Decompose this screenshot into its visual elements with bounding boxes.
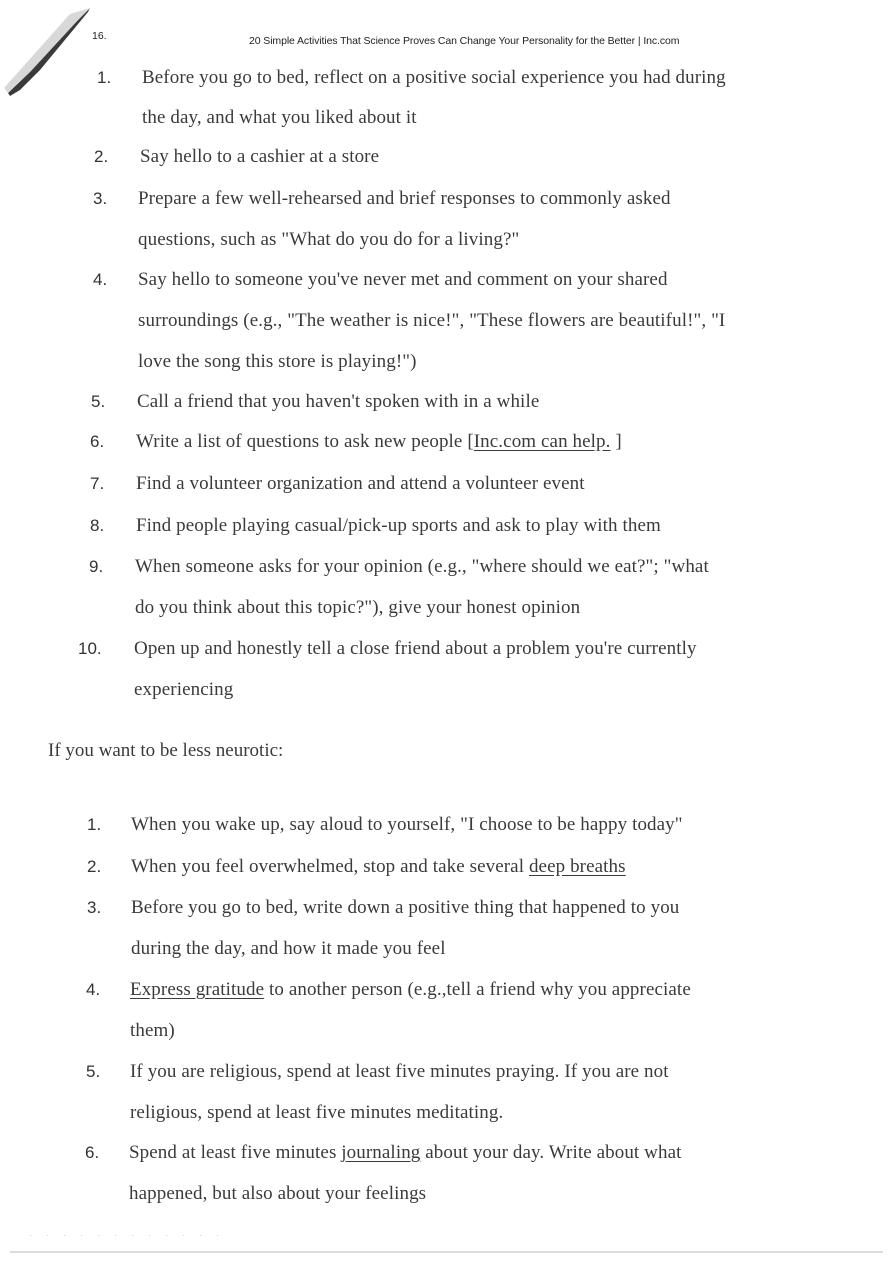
- deep-breaths-link[interactable]: deep breaths: [528, 856, 626, 877]
- list-item: [87, 804, 683, 845]
- item-number: 5.: [86, 1062, 101, 1081]
- section-heading: If you want to be less neurotic:: [48, 740, 284, 761]
- item-text: [131, 846, 626, 887]
- list-item: [89, 546, 709, 628]
- item-number: 8.: [90, 516, 105, 535]
- item-text: Before you go to bed, write down a positive thing that happened to you: [131, 897, 680, 918]
- item-number: 6.: [85, 1143, 100, 1162]
- item-text: Prepare a few well-rehearsed and brief responses to commonly asked: [138, 188, 671, 209]
- list-item: [87, 887, 680, 969]
- item-text: [136, 421, 622, 462]
- item-text: experiencing: [134, 679, 234, 700]
- item-text: Before you go to bed, reflect on a positive social experience you had during: [142, 67, 726, 88]
- item-text: When you wake up, say aloud to yourself, "I choose to be happy today": [131, 814, 683, 835]
- item-text-part: to another person (e.g.,tell a friend why you appreciate: [264, 979, 691, 1000]
- item-text: questions, such as "What do you do for a living?": [138, 229, 520, 250]
- item-text-part: about your day. Write about what: [420, 1142, 682, 1163]
- item-number: 4.: [93, 270, 108, 289]
- list-item: [86, 1051, 669, 1133]
- scan-specks: . . . . . . . . . . . .: [30, 1232, 226, 1238]
- item-text: Call a friend that you haven't spoken with in a while: [137, 391, 540, 412]
- item-text-part: When you feel overwhelmed, stop and take several: [131, 856, 529, 877]
- list-item: [90, 505, 661, 546]
- item-number: 3.: [93, 189, 108, 208]
- item-text: them): [130, 1020, 175, 1041]
- page-number: 16.: [92, 30, 107, 42]
- item-text-part: Spend at least five minutes: [129, 1142, 342, 1163]
- item-text: happened, but also about your feelings: [129, 1183, 427, 1204]
- page-bottom-edge: [10, 1251, 883, 1253]
- item-text-part: ]: [610, 431, 622, 452]
- list-item: [86, 969, 691, 1051]
- journaling-link[interactable]: journaling: [341, 1142, 421, 1163]
- item-number: 2.: [87, 857, 102, 876]
- list-item: [94, 136, 380, 177]
- item-number: 2.: [94, 147, 109, 166]
- list-item: [90, 421, 622, 462]
- list-item: [91, 381, 540, 422]
- page-corner-fold: [0, 0, 90, 100]
- item-text: during the day, and how it made you feel: [131, 938, 446, 959]
- list-item: [87, 846, 626, 887]
- item-text: love the song this store is playing!"): [138, 351, 417, 372]
- item-number: 1.: [97, 68, 112, 87]
- item-text: Find a volunteer organization and attend a volunteer event: [136, 473, 585, 494]
- item-text: When someone asks for your opinion (e.g., "where should we eat?"; "what: [135, 556, 709, 577]
- item-number: 7.: [90, 474, 105, 493]
- item-text: surroundings (e.g., "The weather is nice!", "These flowers are beautiful!", "I: [138, 310, 726, 331]
- inc-com-can-help-link[interactable]: Inc.com can help.: [473, 431, 611, 452]
- item-text: If you are religious, spend at least five minutes praying. If you are not: [130, 1061, 669, 1082]
- list-item: [85, 1132, 682, 1214]
- item-number: 10.: [78, 639, 102, 658]
- item-text: religious, spend at least five minutes meditating.: [130, 1102, 504, 1123]
- item-number: 9.: [89, 557, 104, 576]
- item-text: Open up and honestly tell a close friend about a problem you're currently: [134, 638, 697, 659]
- item-text: [130, 969, 691, 1010]
- list-item: [78, 628, 697, 710]
- item-number: 3.: [87, 898, 102, 917]
- list-item: [97, 57, 726, 138]
- item-text: Say hello to someone you've never met and comment on your shared: [138, 269, 668, 290]
- list-item: [93, 259, 726, 382]
- item-number: 6.: [90, 432, 105, 451]
- item-number: 4.: [86, 980, 101, 999]
- item-number: 1.: [87, 815, 102, 834]
- list-item: [93, 178, 671, 260]
- page-header-title: 20 Simple Activities That Science Proves Can Change Your Personality for the Better | Inc.com: [249, 35, 680, 47]
- item-text: [129, 1132, 682, 1173]
- item-number: 5.: [91, 392, 106, 411]
- express-gratitude-link[interactable]: Express gratitude: [130, 979, 265, 1000]
- item-text: do you think about this topic?"), give your honest opinion: [135, 597, 581, 618]
- list-item: [90, 463, 585, 504]
- item-text: Say hello to a cashier at a store: [140, 146, 380, 167]
- item-text-part: Write a list of questions to ask new people [: [136, 431, 474, 452]
- item-text: the day, and what you liked about it: [142, 107, 417, 128]
- item-text: Find people playing casual/pick-up sports and ask to play with them: [136, 515, 661, 536]
